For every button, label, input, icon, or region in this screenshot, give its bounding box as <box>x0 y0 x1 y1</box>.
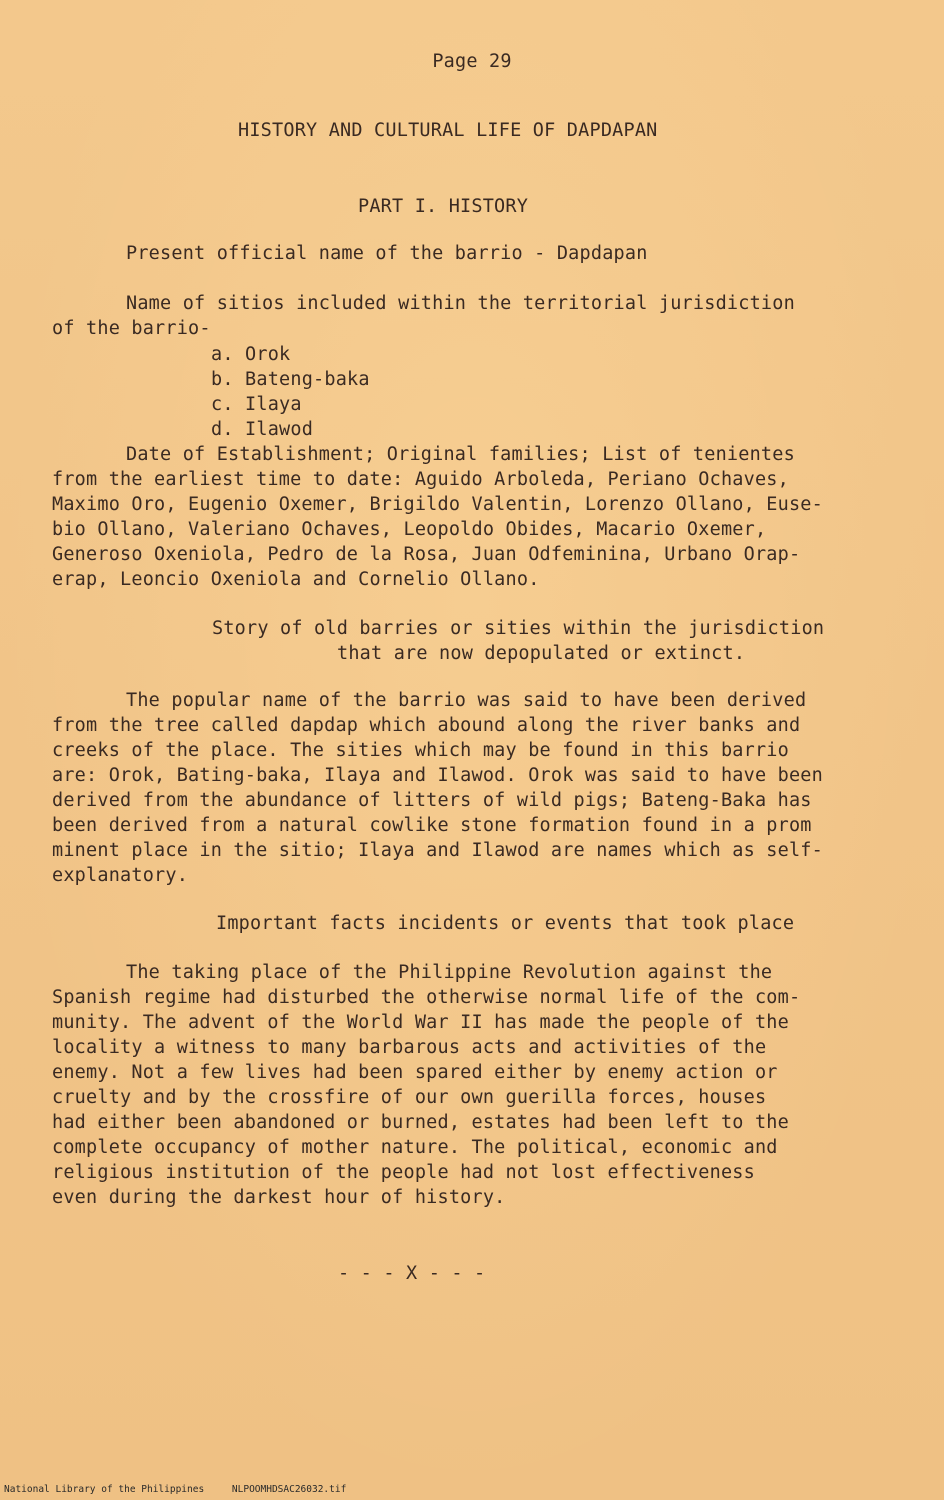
footer-file: NLPOOMHDSAC26032.tif <box>231 1484 347 1495</box>
sitios-intro-line: of the barrio- <box>52 318 211 339</box>
scan-footer <box>4 1484 368 1495</box>
establishment-line: bio Ollano, Valeriano Ochaves, Leopoldo Obides, Macario Oxemer, <box>52 519 767 540</box>
story-heading-line: Story of old barries or sities within the jurisdiction <box>212 618 825 639</box>
events-line: munity. The advent of the World War II has made the people of the <box>52 1012 789 1033</box>
events-line: enemy. Not a few lives had been spared either by enemy action or <box>52 1062 778 1083</box>
sitios-intro-line: Name of sitios included within the territorial jurisdiction <box>126 293 795 314</box>
sitio-item: d. Ilawod <box>211 419 314 440</box>
establishment-line: Maximo Oro, Eugenio Oxemer, Brigildo Valentin, Lorenzo Ollano, Euse- <box>52 494 823 515</box>
establishment-line: from the earliest time to date: Aguido Arboleda, Periano Ochaves, <box>52 469 789 490</box>
story-line: derived from the abundance of litters of wild pigs; Bateng-Baka has <box>52 790 812 811</box>
story-line: The popular name of the barrio was said to have been derived <box>126 690 807 711</box>
establishment-line: Generoso Oxeniola, Pedro de la Rosa, Juan Odfeminina, Urbano Orap- <box>52 544 801 565</box>
events-line: religious institution of the people had not lost effectiveness <box>52 1162 755 1183</box>
story-line: minent place in the sitio; Ilaya and Ilawod are names which as self- <box>52 840 823 861</box>
events-line: cruelty and by the crossfire of our own guerilla forces, houses <box>52 1087 767 1108</box>
establishment-line: Date of Establishment; Original families; List of tenientes <box>126 444 795 465</box>
page-number: Page 29 <box>432 51 512 72</box>
events-line: The taking place of the Philippine Revolution against the <box>126 962 773 983</box>
story-line: been derived from a natural cowlike stone formation found in a prom <box>52 815 812 836</box>
establishment-line: erap, Leoncio Oxeniola and Cornelio Ollano. <box>52 569 540 590</box>
sitio-item: b. Bateng-baka <box>211 369 370 390</box>
story-line: are: Orok, Bating-baka, Ilaya and Ilawod. Orok was said to have been <box>52 765 823 786</box>
story-line: creeks of the place. The sities which may be found in this barrio <box>52 740 789 761</box>
sitio-item: a. Orok <box>211 344 291 365</box>
story-line: explanatory. <box>52 865 189 886</box>
events-line: Spanish regime had disturbed the otherwise normal life of the com- <box>52 987 801 1008</box>
story-heading-line: that are now depopulated or extinct. <box>337 643 746 664</box>
story-line: from the tree called dapdap which abound along the river banks and <box>52 715 801 736</box>
events-line: even during the darkest hour of history. <box>52 1187 506 1208</box>
official-name: Present official name of the barrio - Dapdapan <box>126 243 648 264</box>
part-heading: PART I. HISTORY <box>358 196 529 217</box>
sitio-item: c. Ilaya <box>211 394 302 415</box>
events-line: locality a witness to many barbarous acts and activities of the <box>52 1037 767 1058</box>
events-heading: Important facts incidents or events that took place <box>216 913 795 934</box>
events-line: complete occupancy of mother nature. The political, economic and <box>52 1137 778 1158</box>
footer-library: National Library of the Philippines <box>4 1484 205 1495</box>
document-title: HISTORY AND CULTURAL LIFE OF DAPDAPAN <box>238 120 658 141</box>
end-marker: - - - X - - - <box>338 1263 486 1284</box>
events-line: had either been abandoned or burned, estates had been left to the <box>52 1112 789 1133</box>
